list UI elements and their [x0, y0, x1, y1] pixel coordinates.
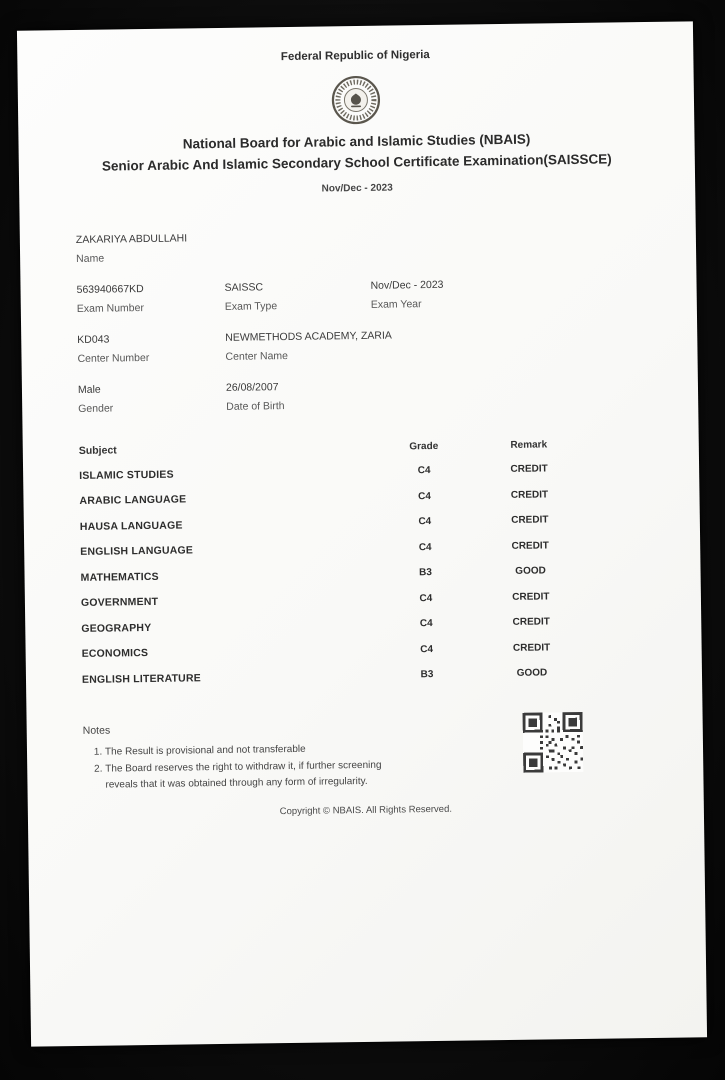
center-name-label: Center Name	[225, 350, 289, 363]
exam-number-label: Exam Number	[76, 302, 145, 315]
nbais-seal-icon	[330, 74, 383, 127]
gender-row	[78, 375, 698, 415]
exam-number-value: 563940667KD	[76, 283, 144, 296]
remark-header: Remark	[510, 438, 548, 451]
notes-title: Notes	[82, 724, 111, 737]
exam-type-label: Exam Type	[224, 300, 278, 313]
subject-cell: ISLAMIC STUDIES	[79, 468, 174, 482]
name-row	[76, 225, 696, 265]
dob-label: Date of Birth	[226, 400, 285, 413]
subject-cell: GOVERNMENT	[80, 596, 159, 610]
remark-cell: CREDIT	[511, 540, 549, 552]
candidate-name-value: ZAKARIYA ABDULLAHI	[75, 232, 188, 246]
subject-cell: ENGLISH LANGUAGE	[80, 544, 194, 559]
notes-section	[27, 716, 704, 794]
center-name-value: NEWMETHODS ACADEMY, ZARIA	[225, 329, 392, 344]
subject-cell: ECONOMICS	[81, 647, 149, 661]
exam-row	[76, 275, 696, 315]
remark-cell: GOOD	[516, 667, 548, 680]
exam-year-label: Exam Year	[370, 298, 422, 311]
grade-cell: C4	[418, 516, 432, 528]
subject-cell: MATHEMATICS	[80, 570, 159, 584]
subject-cell: ARABIC LANGUAGE	[79, 493, 187, 508]
remark-cell: CREDIT	[512, 616, 550, 629]
certificate-page	[17, 21, 707, 1046]
grade-cell: B3	[420, 669, 434, 681]
grade-cell: C4	[417, 490, 431, 502]
remark-cell: CREDIT	[510, 463, 548, 476]
board-title: National Board for Arabic and Islamic Studies (NBAIS)	[182, 131, 531, 152]
grade-header: Grade	[409, 440, 439, 452]
subject-header: Subject	[78, 444, 117, 457]
candidate-name-label: Name	[76, 252, 105, 265]
grade-cell: C4	[418, 541, 432, 553]
gender-value: Male	[77, 383, 101, 396]
subject-cell: GEOGRAPHY	[81, 621, 152, 635]
exam-type-value: SAISSC	[224, 281, 264, 294]
copyright-text: Copyright © NBAIS. All Rights Reserved.	[279, 803, 453, 818]
remark-cell: CREDIT	[512, 642, 551, 654]
country-title: Federal Republic of Nigeria	[280, 49, 430, 64]
exam-title: Senior Arabic And Islamic Secondary School Certificate Examination(SAISSCE)	[101, 151, 612, 174]
grade-cell: C4	[419, 592, 433, 604]
note-item: 2. The Board reserves the right to withdraw it, if further screening reveals that it was obtained through any form of irregularity.	[105, 758, 393, 793]
center-row	[77, 325, 697, 365]
gender-label: Gender	[78, 402, 114, 415]
note-item: 1. The Result is provisional and not transferable	[105, 740, 393, 760]
remark-cell: CREDIT	[511, 514, 549, 527]
grade-cell: C4	[420, 643, 434, 655]
remark-cell: CREDIT	[510, 489, 549, 501]
grade-cell: B3	[419, 567, 433, 579]
subject-cell: ENGLISH LITERATURE	[81, 672, 201, 686]
subject-cell: HAUSA LANGUAGE	[79, 519, 183, 533]
session-date: Nov/Dec - 2023	[321, 182, 393, 195]
results-header-row	[23, 436, 699, 457]
exam-year-value: Nov/Dec - 2023	[370, 278, 444, 292]
remark-cell: GOOD	[515, 565, 546, 578]
grade-cell: C4	[417, 465, 431, 477]
qr-code	[523, 711, 584, 772]
results-table	[23, 436, 702, 693]
dob-value: 26/08/2007	[225, 381, 279, 394]
center-number-label: Center Number	[77, 351, 150, 365]
remark-cell: CREDIT	[512, 591, 550, 603]
candidate-details	[20, 225, 698, 415]
grade-cell: C4	[419, 618, 433, 630]
center-number-value: KD043	[77, 333, 110, 346]
notes-list	[83, 740, 394, 793]
